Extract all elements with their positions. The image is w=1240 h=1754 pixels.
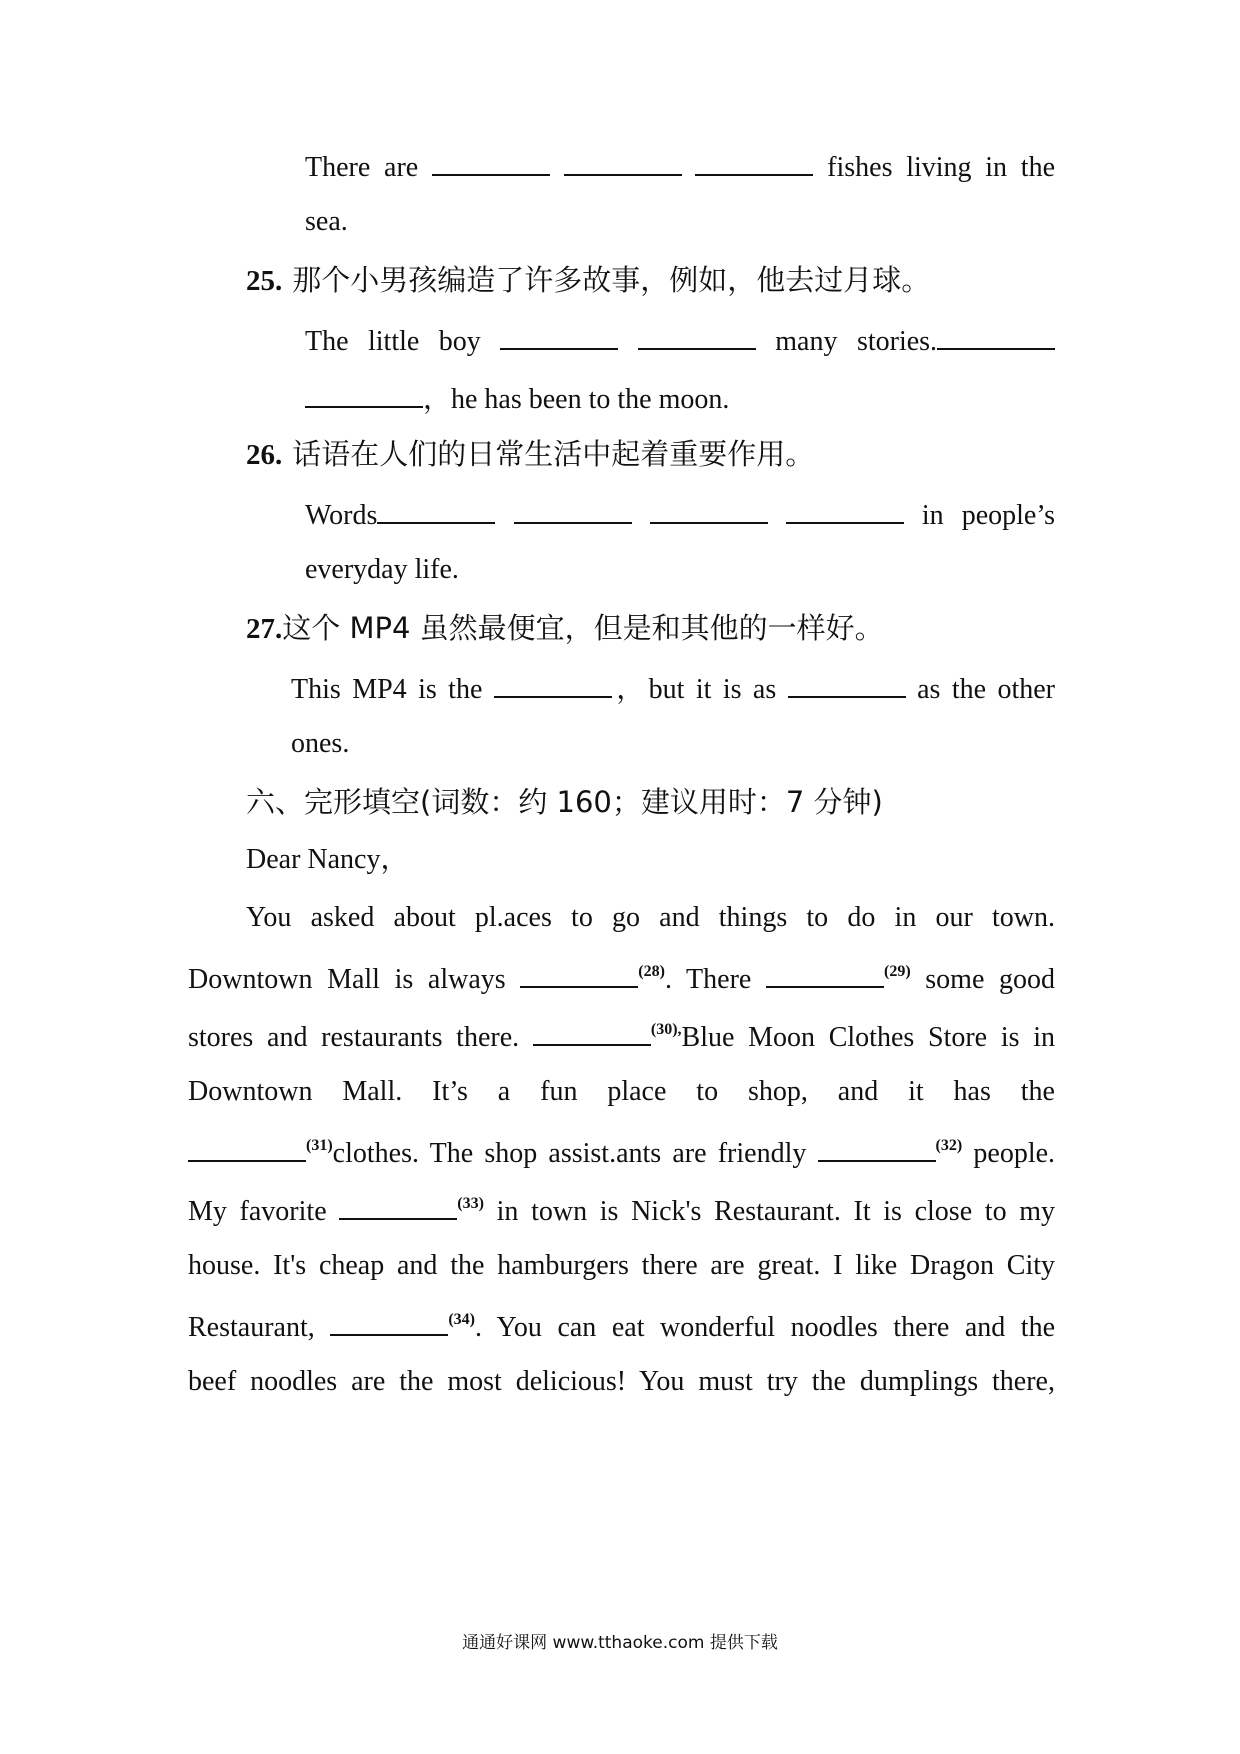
cloze-blank-29[interactable] <box>766 956 884 988</box>
passage-line-4: Downtown Mall. It’s a fun place to shop, and it has the <box>188 1076 1055 1107</box>
passage-text: . There <box>664 964 752 995</box>
q27-text-end: as the other <box>917 674 1055 705</box>
q24-text-end: fishes living in the <box>827 152 1055 183</box>
cloze-number-32: (32) <box>935 1137 963 1154</box>
passage-line-8 <box>188 1304 1055 1348</box>
q25-text-mid: many stories. <box>775 326 938 357</box>
q25-blank-4[interactable] <box>305 376 423 408</box>
passage-line-1: You asked about pl.aces to go and things to do in our town. <box>246 902 1055 933</box>
cloze-number-34: (34) <box>448 1311 475 1328</box>
q27-number: 27. <box>246 613 283 645</box>
q27-blank-1[interactable] <box>494 666 612 698</box>
passage-text: people. <box>973 1138 1056 1169</box>
q27-sentence-line1 <box>291 666 1055 710</box>
q26-blank-1[interactable] <box>377 492 495 524</box>
cloze-number-28: (28) <box>638 963 665 980</box>
cloze-blank-28[interactable] <box>520 956 638 988</box>
q25-sentence-line1 <box>305 318 1055 362</box>
q24-sentence-line2: sea. <box>305 206 348 237</box>
q25-prompt <box>246 260 930 301</box>
q26-blank-2[interactable] <box>514 492 632 524</box>
q24-blank-3[interactable] <box>695 144 813 176</box>
q25-blank-3[interactable] <box>937 318 1055 350</box>
q25-text-end: ，he has been to the moon. <box>423 384 730 415</box>
q24-text-start: There are <box>305 152 419 183</box>
q26-text-start: Words <box>305 500 378 531</box>
cloze-number-31: (31) <box>306 1137 333 1154</box>
q27-text-start: This MP4 is the <box>291 674 483 705</box>
passage-text: clothes. The shop assist.ants are friendly <box>332 1138 807 1169</box>
q25-chinese: 那个小男孩编造了许多故事，例如，他去过月球。 <box>292 263 931 297</box>
q27-text-mid: ，but it is as <box>611 674 777 705</box>
passage-line-5 <box>188 1130 1055 1174</box>
q25-blank-2[interactable] <box>638 318 756 350</box>
page-footer: 通通好课网 www.tthaoke.com 提供下载 <box>462 1633 778 1653</box>
q27-sentence-line2: ones. <box>291 728 350 759</box>
q26-blank-3[interactable] <box>650 492 768 524</box>
q26-text-end: in people’s <box>921 500 1056 531</box>
passage-text: My favorite <box>188 1196 327 1227</box>
q24-blank-1[interactable] <box>432 144 550 176</box>
cloze-blank-30[interactable] <box>533 1014 651 1046</box>
cloze-number-30: (30), <box>650 1021 682 1038</box>
q26-sentence-line2: everyday life. <box>305 554 459 585</box>
cloze-number-33: (33) <box>457 1195 484 1212</box>
q27-blank-2[interactable] <box>788 666 906 698</box>
q26-number: 26. <box>246 439 283 471</box>
q27-chinese: 这个 MP4 虽然最便宜，但是和其他的一样好。 <box>282 611 884 645</box>
cloze-blank-32[interactable] <box>818 1130 936 1162</box>
q25-blank-1[interactable] <box>500 318 618 350</box>
q27-prompt <box>246 608 884 649</box>
passage-line-7: house. It's cheap and the hamburgers there are great. I like Dragon City <box>188 1250 1055 1281</box>
passage-line-9: beef noodles are the most delicious! You must try the dumplings there, <box>188 1366 1055 1397</box>
q26-prompt <box>246 434 814 475</box>
passage-line-2 <box>188 956 1055 1000</box>
passage-text: some good <box>925 964 1056 995</box>
cloze-number-29: (29) <box>883 963 911 980</box>
section-heading: 六、完形填空(词数：约 160；建议用时：7 分钟) <box>246 785 883 819</box>
passage-line-6 <box>188 1188 1055 1232</box>
cloze-blank-31[interactable] <box>188 1130 306 1162</box>
q24-sentence-line1 <box>305 144 1055 188</box>
cloze-blank-33[interactable] <box>339 1188 457 1220</box>
passage-line-3 <box>188 1014 1055 1058</box>
passage-text: Downtown Mall is always <box>188 964 506 995</box>
q24-blank-2[interactable] <box>564 144 682 176</box>
cloze-blank-34[interactable] <box>330 1304 448 1336</box>
q25-sentence-line2 <box>305 376 1055 420</box>
q26-blank-4[interactable] <box>786 492 904 524</box>
passage-text: Restaurant, <box>188 1312 315 1343</box>
passage-text: Blue Moon Clothes Store is in <box>681 1022 1055 1053</box>
letter-salutation: Dear Nancy， <box>246 844 409 875</box>
passage-text: stores and restaurants there. <box>188 1022 520 1053</box>
q26-sentence-line1 <box>305 492 1055 536</box>
passage-text: . You can eat wonderful noodles there and the <box>474 1312 1056 1343</box>
q25-number: 25. <box>246 265 283 297</box>
passage-text: in town is Nick's Restaurant. It is close to my <box>496 1196 1056 1227</box>
q25-text-start: The little boy <box>305 326 481 357</box>
q26-chinese: 话语在人们的日常生活中起着重要作用。 <box>292 437 815 471</box>
